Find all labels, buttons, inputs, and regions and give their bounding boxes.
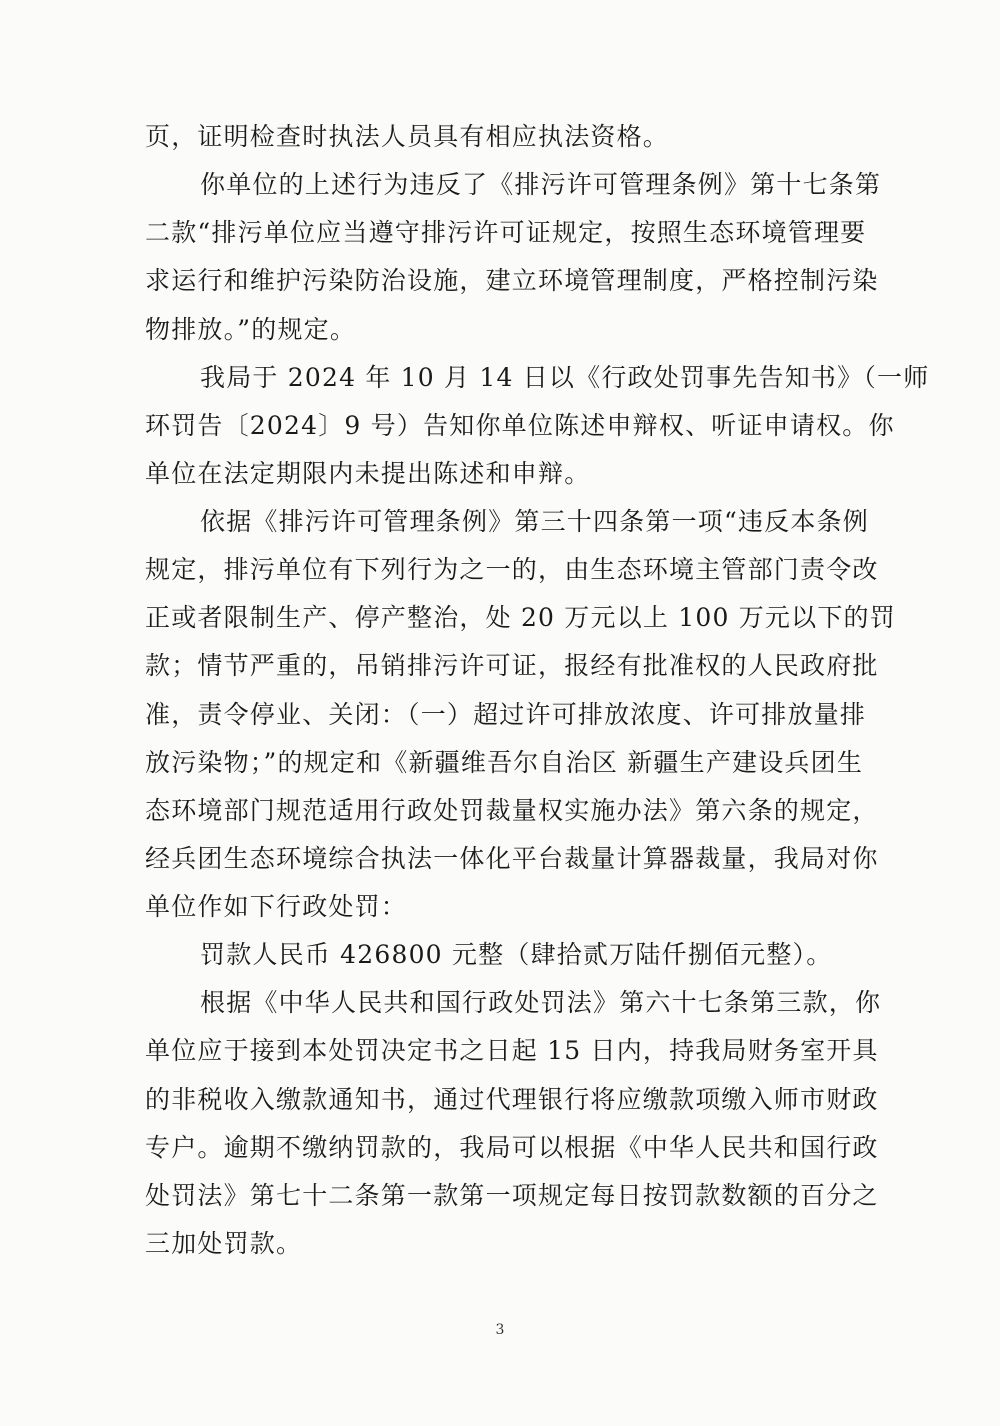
text-line: 物排放。”的规定。: [145, 315, 357, 344]
text-line: 二款“排污单位应当遵守排污许可证规定，按照生态环境管理要: [145, 218, 867, 247]
text-line: 单位在法定期限内未提出陈述和申辩。: [145, 459, 591, 488]
text-line: 处罚法》第七十二条第一款第一项规定每日按罚款数额的百分之: [145, 1181, 879, 1210]
fine-amount-line: 罚款人民币 426800 元整（肆拾贰万陆仟捌佰元整）。: [200, 940, 833, 969]
text-line: 正或者限制生产、停产整治，处 20 万元以上 100 万元以下的罚: [145, 603, 896, 632]
text-line: 的非税收入缴款通知书，通过代理银行将应缴款项缴入师市财政: [145, 1085, 879, 1114]
text-line: 依据《排污许可管理条例》第三十四条第一项“违反本条例: [200, 507, 869, 536]
page-number: 3: [495, 1322, 505, 1338]
text-line: 我局于 2024 年 10 月 14 日以《行政处罚事先告知书》（一师: [200, 363, 930, 392]
text-line: 三加处罚款。: [145, 1229, 303, 1258]
text-line: 根据《中华人民共和国行政处罚法》第六十七条第三款，你: [200, 988, 882, 1017]
text-line: 单位应于接到本处罚决定书之日起 15 日内，持我局财务室开具: [145, 1036, 879, 1065]
text-line: 款；情节严重的，吊销排污许可证，报经有批准权的人民政府批: [145, 651, 879, 680]
text-line: 准，责令停业、关闭：（一）超过许可排放浓度、许可排放量排: [145, 700, 867, 729]
text-line: 你单位的上述行为违反了《排污许可管理条例》第十七条第: [200, 170, 882, 199]
text-line: 单位作如下行政处罚：: [145, 892, 408, 921]
text-line: 环罚告〔2024〕9 号）告知你单位陈述申辩权、听证申请权。你: [145, 411, 895, 440]
text-line: 态环境部门规范适用行政处罚裁量权实施办法》第六条的规定，: [145, 796, 879, 825]
text-line: 专户。逾期不缴纳罚款的，我局可以根据《中华人民共和国行政: [145, 1133, 879, 1162]
text-line: 规定，排污单位有下列行为之一的，由生态环境主管部门责令改: [145, 555, 879, 584]
text-line: 求运行和维护污染防治设施，建立环境管理制度，严格控制污染: [145, 266, 879, 295]
text-line: 经兵团生态环境综合执法一体化平台裁量计算器裁量，我局对你: [145, 844, 879, 873]
text-line: 页，证明检查时执法人员具有相应执法资格。: [145, 122, 670, 151]
text-line: 放污染物；”的规定和《新疆维吾尔自治区 新疆生产建设兵团生: [145, 748, 864, 777]
